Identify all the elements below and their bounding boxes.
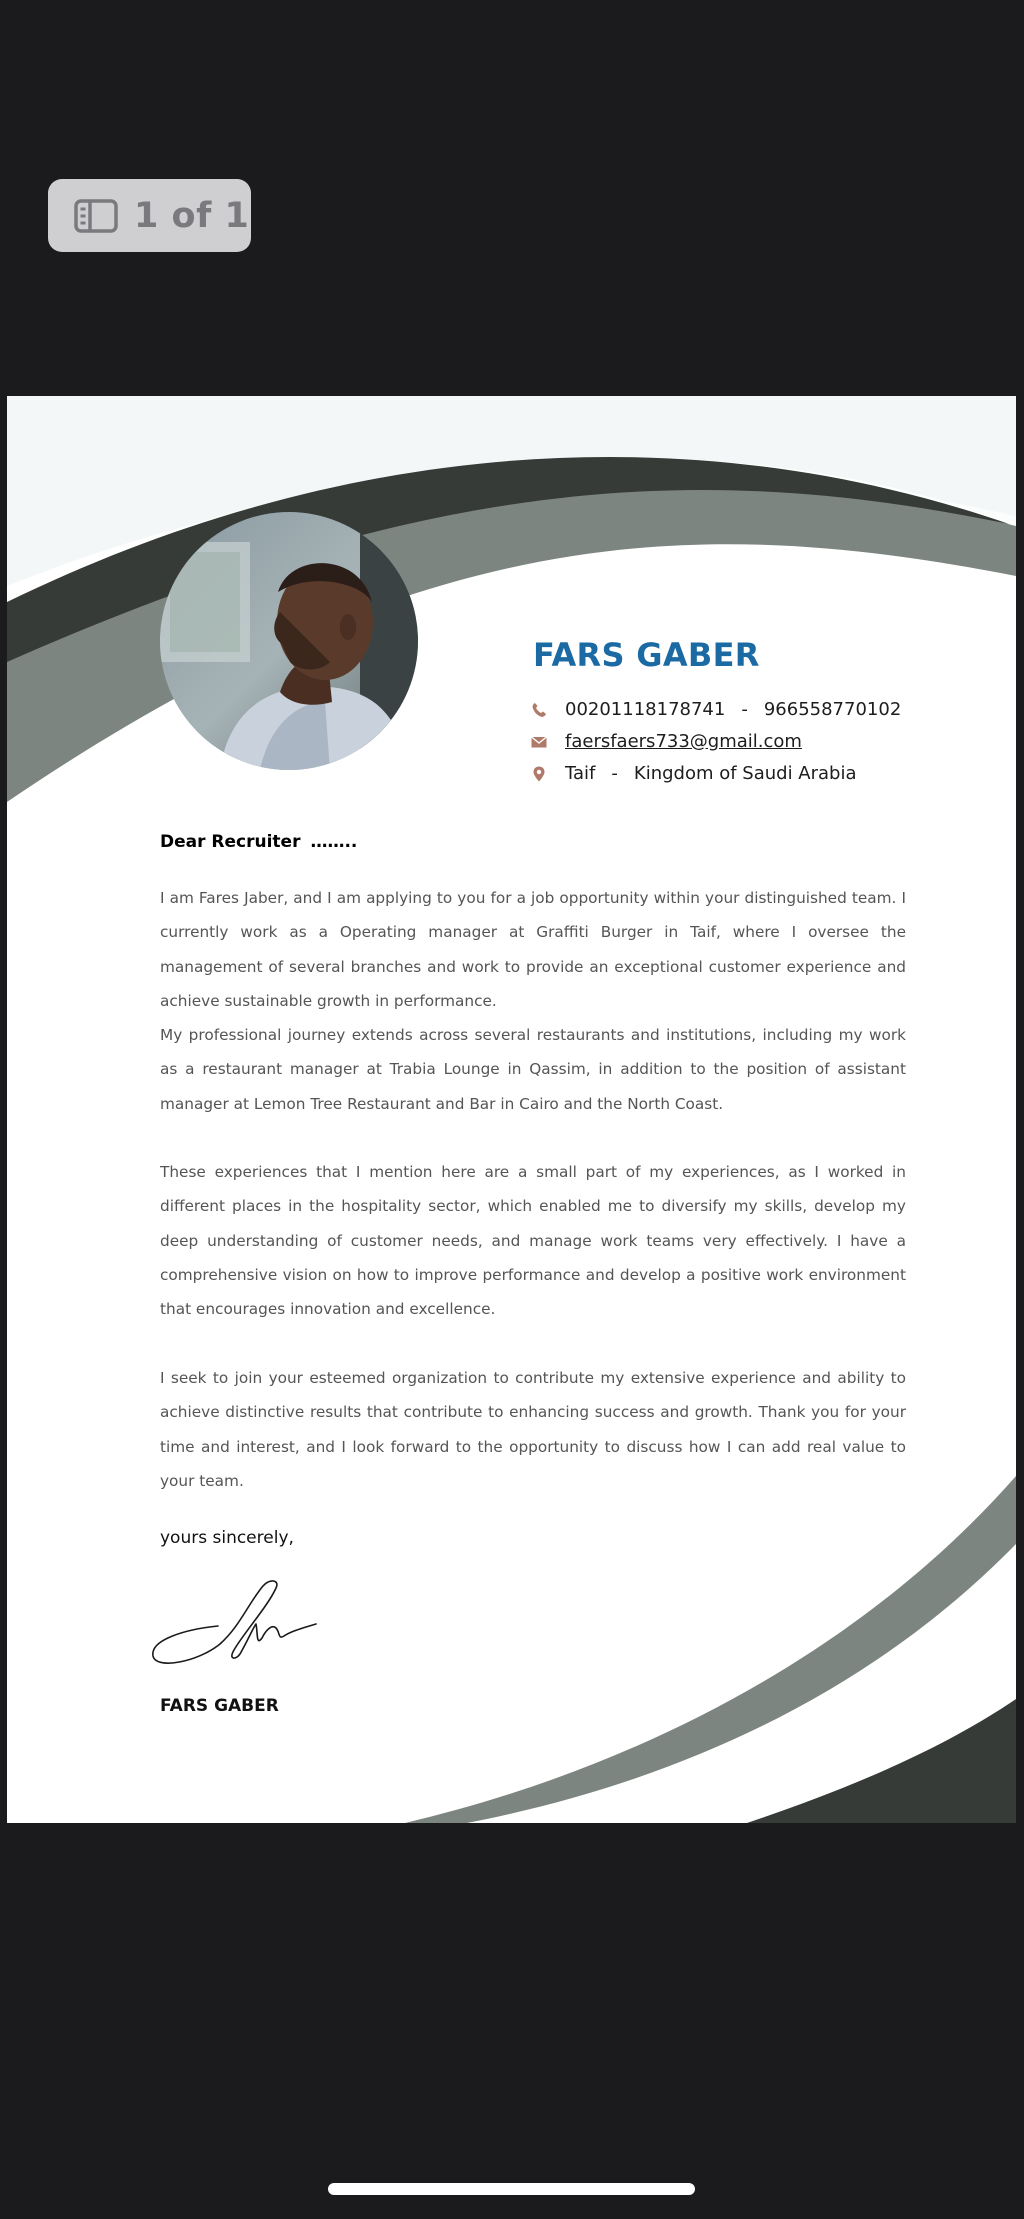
document-page bbox=[7, 396, 1016, 1823]
letter-paragraph-1: I am Fares Jaber, and I am applying to you for a job opportunity within your distinguished team. I currently work as a Operating manager at Graffiti Burger in Taif, where I oversee the management of several branches and work to provide an exceptional customer experience and achieve sustainable growth in performance. bbox=[160, 889, 906, 1010]
phone-number-1[interactable]: 00201118178741 bbox=[565, 699, 726, 720]
letter-paragraph-2: My professional journey extends across several restaurants and institutions, including my work as a restaurant manager at Trabia Lounge in Qassim, in addition to the position of assistant manager at Lemon Tree Restaurant and Bar in Cairo and the North Coast. bbox=[160, 1026, 906, 1113]
signature-name: FARS GABER bbox=[160, 1696, 279, 1716]
letter-paragraph-3: These experiences that I mention here are a small part of my experiences, as I worked in different places in the hospitality sector, which enabled me to diversify my skills, develop my deep understanding of customer needs, and manage work teams very effectively. I have a comprehensive vision on how to improve performance and develop a positive work environment that encourages innovation and excellence. bbox=[160, 1163, 906, 1319]
contact-email-row bbox=[531, 731, 802, 752]
location-city: Taif bbox=[565, 763, 596, 784]
greeting-dots: …….. bbox=[310, 832, 358, 852]
envelope-icon bbox=[531, 734, 547, 750]
closing-line: yours sincerely, bbox=[160, 1528, 294, 1548]
profile-photo bbox=[160, 512, 418, 770]
phone-icon bbox=[531, 702, 547, 718]
greeting-text: Dear Recruiter bbox=[160, 832, 301, 852]
applicant-name: FARS GABER bbox=[533, 636, 760, 674]
phone-number-2[interactable]: 966558770102 bbox=[763, 699, 902, 720]
sidebar-pages-icon bbox=[74, 199, 118, 233]
location-separator: - bbox=[611, 763, 618, 784]
page-indicator-label: 1 of 1 bbox=[134, 195, 250, 236]
contact-location-row bbox=[531, 763, 857, 784]
location-country: Kingdom of Saudi Arabia bbox=[633, 763, 857, 784]
phone-separator: - bbox=[741, 699, 748, 720]
greeting bbox=[160, 832, 357, 852]
contact-phone-row bbox=[531, 699, 901, 720]
page-indicator[interactable] bbox=[48, 179, 251, 252]
location-pin-icon bbox=[531, 766, 547, 782]
handwritten-signature bbox=[148, 1574, 318, 1674]
email-link[interactable]: faersfaers733@gmail.com bbox=[565, 731, 802, 752]
home-indicator[interactable] bbox=[328, 2183, 695, 2195]
letter-paragraph-4: I seek to join your esteemed organization to contribute my extensive experience and ability to achieve distinctive results that contribute to enhancing success and growth. Thank you for your time and interest, and I look forward to the opportunity to discuss how I can add real value to your team. bbox=[160, 1369, 906, 1490]
